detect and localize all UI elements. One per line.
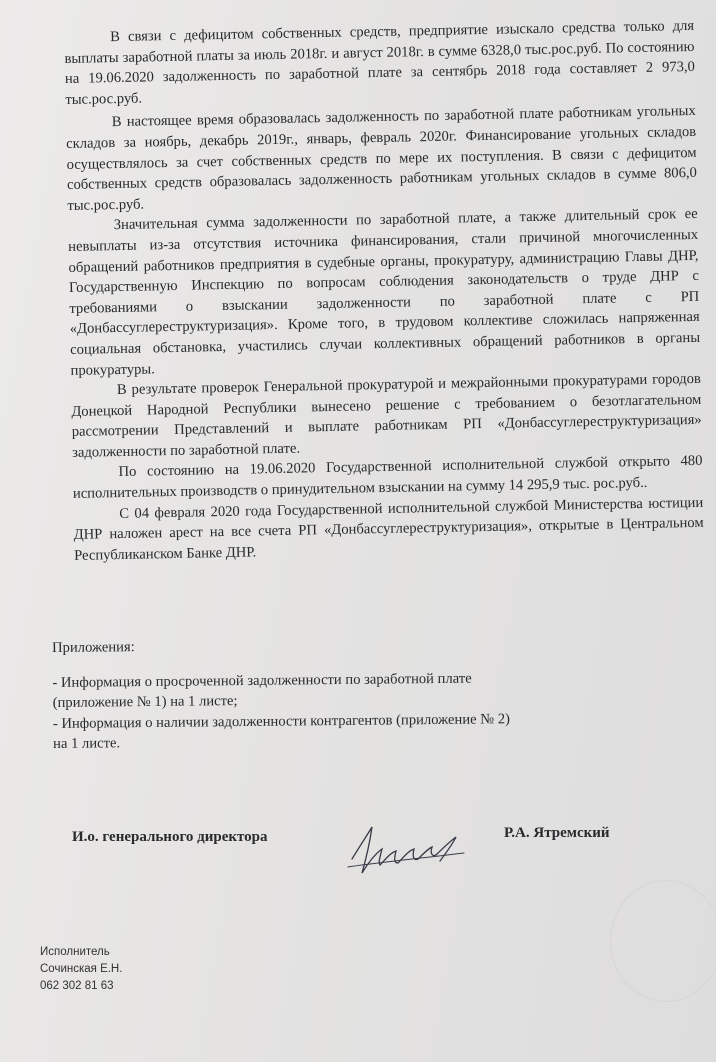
faint-stamp xyxy=(610,880,716,1002)
attachment-2-line-2: на 1 листе. xyxy=(53,735,121,753)
attachment-1-line-2: (приложение № 1) на 1 листе; xyxy=(52,693,238,712)
attachments-heading: Приложения: xyxy=(52,639,135,656)
paragraph-complaints: Значительная сумма задолженности по заработной плате, а также длительный срок ее невыплаты из-за отсутствия источника финансирования, стали причиной многочисленных обращений работников предприятия в судебные органы, прокуратуру, администрацию Главы ДНР, Государственную Инспекцию по вопросам соблюдения законодательств о труде ДНР с требованиями о взыскании задолженности по заработной плате с РП «Донбассуглереструктуризация». Кроме того, в трудовом коллективе сложилась напряженная социальная обстановка, участились случаи коллективных обращений работников в органы прокуратуры. xyxy=(68,206,701,379)
paragraph-enforcement: По состоянию на 19.06.2020 Государственной исполнительной службой открыто 480 исполнительных производств о принудительном взыскании на сумму 14 295,9 тыс. рос.руб.. xyxy=(72,453,703,502)
executor-name: Сочинская Е.Н. xyxy=(40,963,123,975)
executor-phone: 062 302 81 63 xyxy=(40,980,114,992)
attachment-2-line-1: - Информация о наличии задолженности контрагентов (приложение № 2) xyxy=(52,710,511,732)
attachment-1-line-1: - Информация о просроченной задолженности по заработной плате xyxy=(52,670,472,691)
paragraph-coal-warehouses: В настоящее время образовалась задолженность по заработной плате работникам угольных складов за ноябрь, декабрь 2019г., январь, февраль 2020г. Финансирование угольных складов осуществлялось за счет собственных средств по мере их поступления. В связи с дефицитом собственных средств образовалась задолженность работникам угольных складов в сумме 806,0 тыс.рос.руб. xyxy=(66,103,698,214)
executor-block xyxy=(40,944,122,995)
signature-block xyxy=(72,825,692,885)
signatory-name: Р.А. Ятремский xyxy=(504,825,610,841)
paragraph-prosecutor-checks: В результате проверок Генеральной прокуратурой и межрайонными прокуратурами городов Донецкой Народной Республики вынесено решение с требованием о безотлагательном рассмотрении Представлений и выплате работникам РП «Донбассуглереструктуризация» задолженности по заработной плате. xyxy=(71,370,702,461)
letter-body xyxy=(64,16,704,566)
signatory-title: И.о. генерального директора xyxy=(72,829,268,845)
executor-label: Исполнитель xyxy=(40,946,110,958)
attachments-list xyxy=(52,631,693,755)
handwritten-signature xyxy=(344,819,474,885)
paragraph-salary-2018: В связи с дефицитом собственных средств, предприятие изыскало средства только для выплаты заработной платы за июль 2018г. и август 2018г. в сумме 6328,0 тыс.рос.руб. По состоянию на 19.06.2020 задолженность по заработной плате за сентябрь 2018 года составляет 2 973,0 тыс.рос.руб. xyxy=(64,17,696,108)
paragraph-account-arrest: С 04 февраля 2020 года Государственной исполнительной службой Министерства юстиции ДНР наложен арест на все счета РП «Донбассуглереструктуризация», открытые в Центральном Республиканском Банке ДНР. xyxy=(73,494,704,564)
